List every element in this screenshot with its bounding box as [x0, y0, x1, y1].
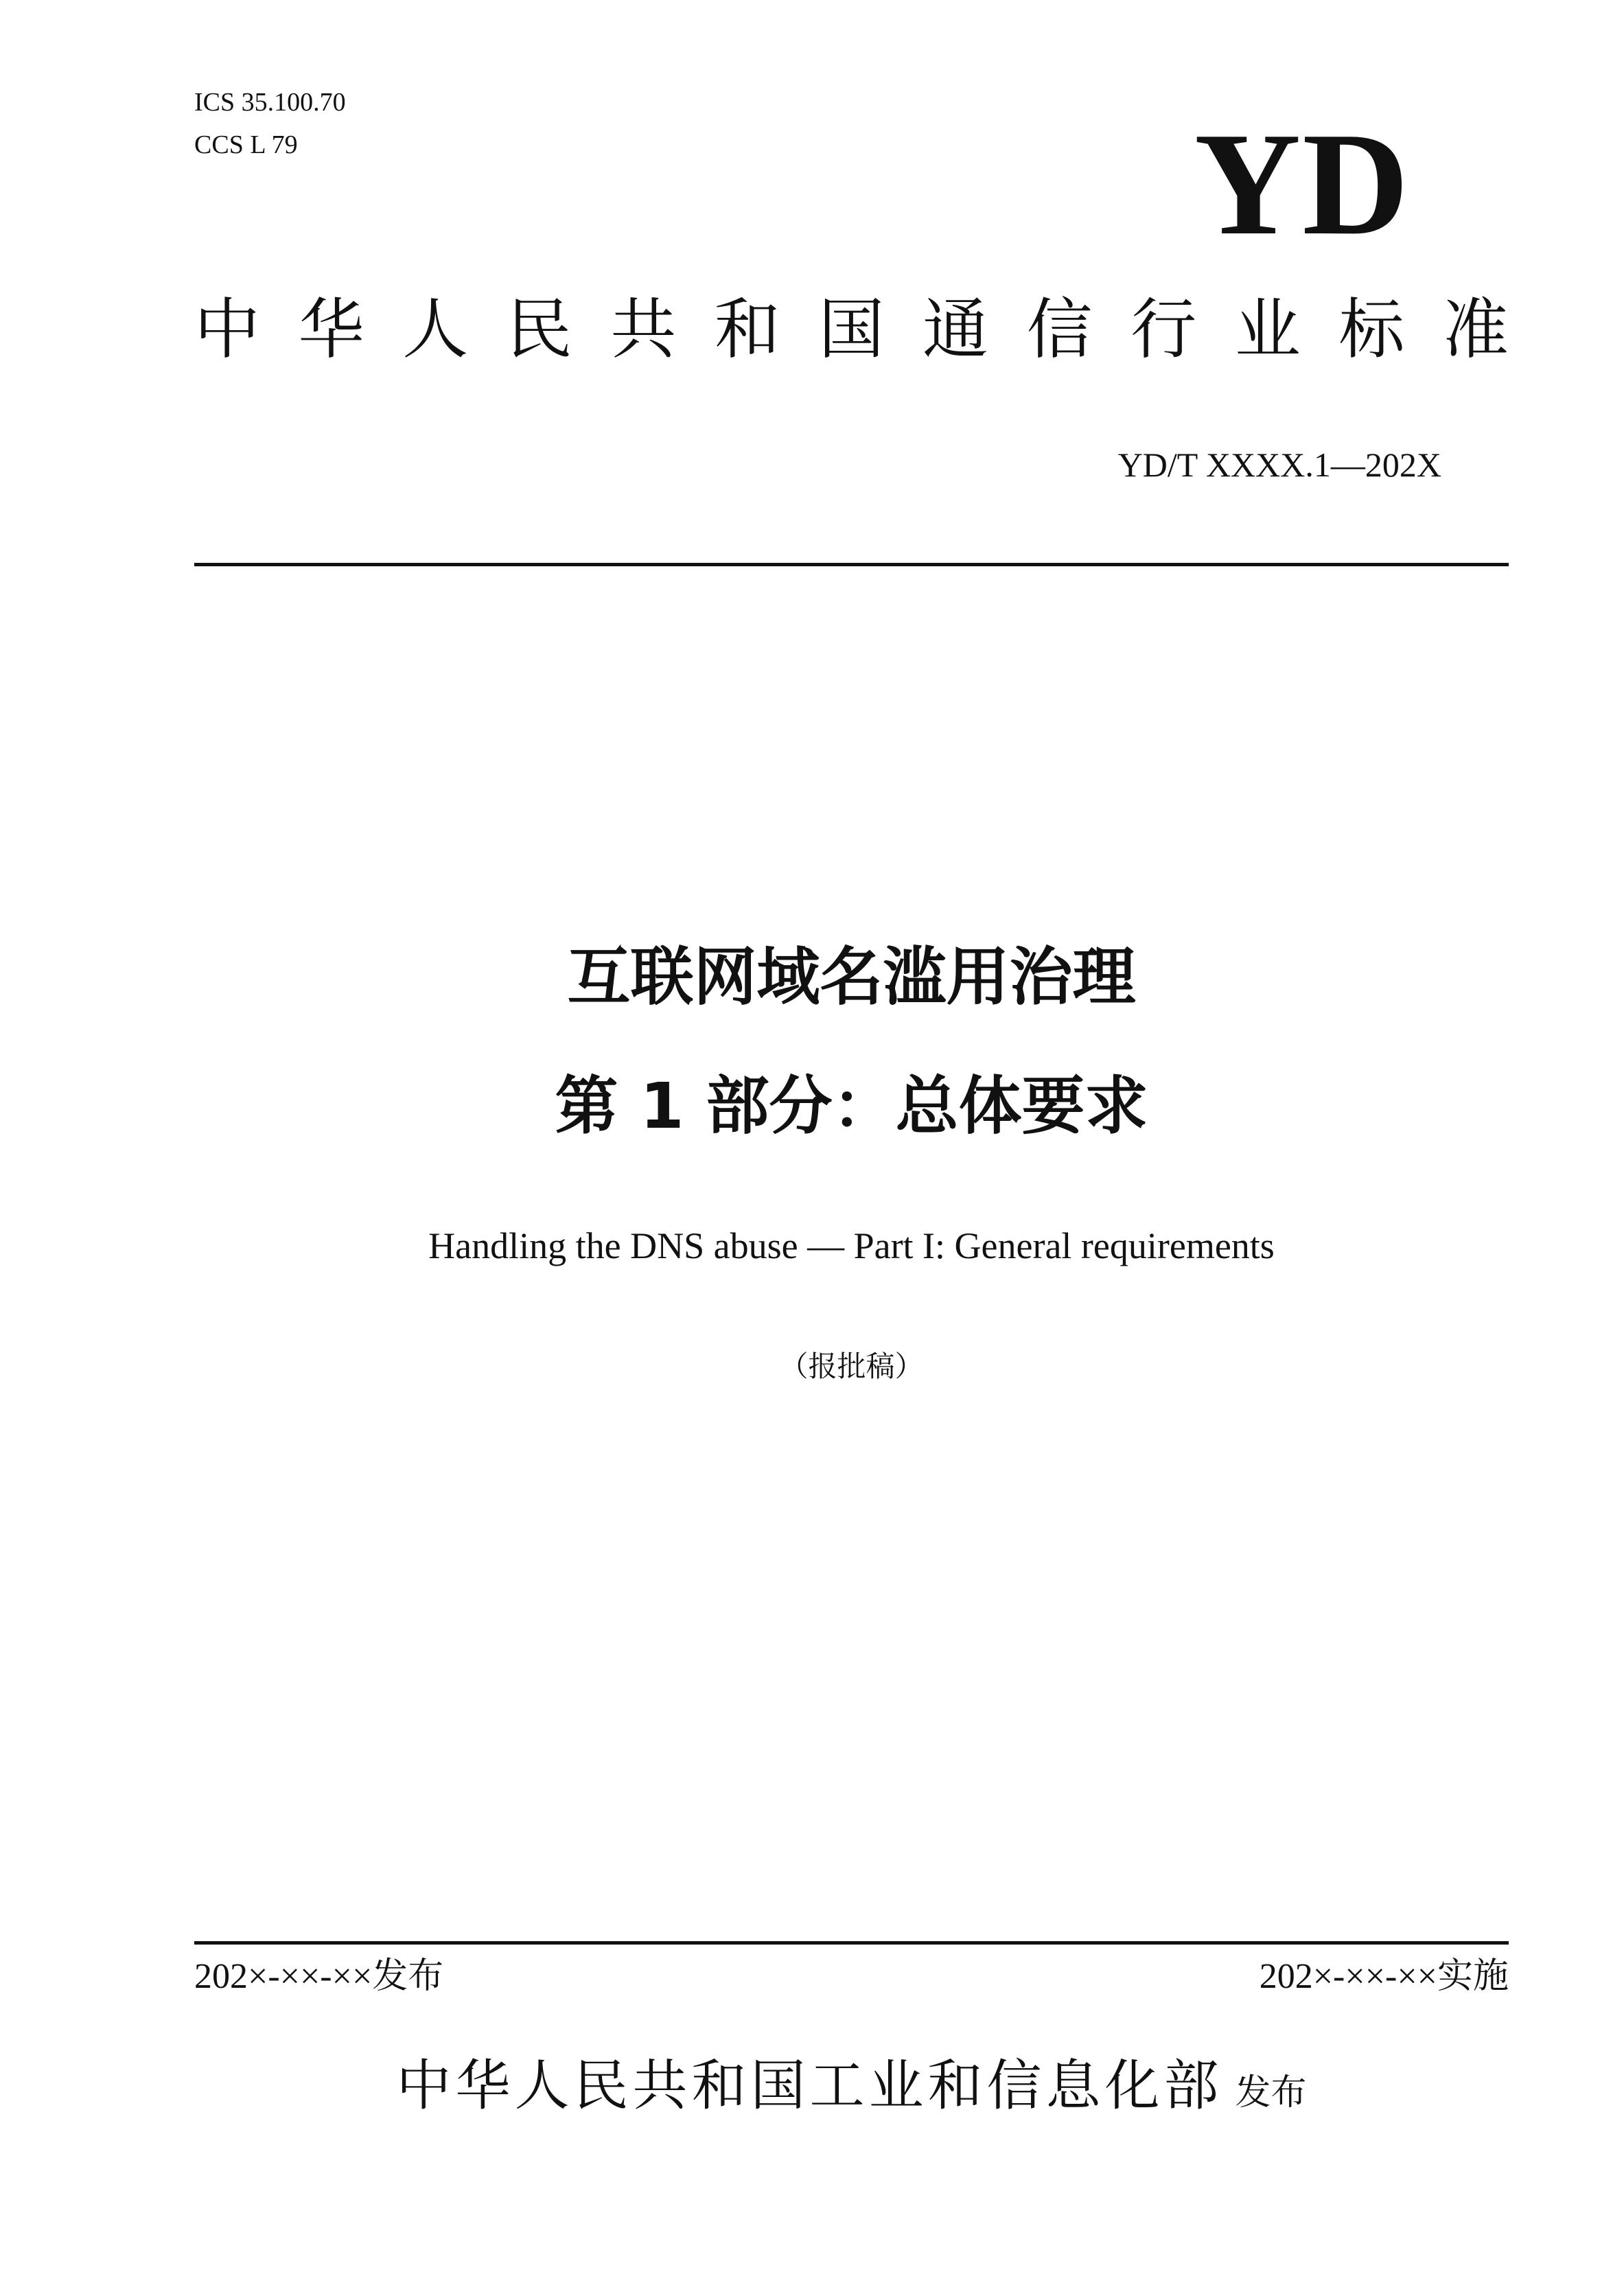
yd-logo: YD [1194, 102, 1411, 266]
publish-date: 202×-××-××发布 [194, 1957, 444, 1996]
industry-title-char: 人 [402, 291, 469, 368]
industry-title-char: 中 [194, 291, 260, 368]
ccs-code: CCS L 79 [194, 130, 298, 159]
footer-divider [194, 1941, 1509, 1945]
industry-title-char: 共 [610, 291, 677, 368]
industry-title-char: 行 [1130, 291, 1197, 368]
document-title-line1: 互联网域名滥用治理 [567, 940, 1136, 1014]
industry-title-char: 通 [923, 291, 989, 368]
issuer-suffix: 发布 [1235, 2072, 1307, 2113]
standard-number: YD/T XXXX.1—202X [1117, 445, 1441, 484]
industry-title-char: 业 [1234, 291, 1301, 368]
implement-date: 202×-××-××实施 [1259, 1957, 1509, 1996]
document-title-line2: 第 1 部分：总体要求 [555, 1069, 1148, 1143]
industry-title-char: 国 [818, 291, 885, 368]
header-divider [194, 563, 1509, 566]
draft-status-label: （报批稿） [779, 1349, 924, 1383]
document-title-english: Handling the DNS abuse — Part I: General requirements [428, 1225, 1275, 1266]
industry-title-char: 民 [506, 291, 572, 368]
issuer-line [194, 2041, 1509, 2120]
ics-code: ICS 35.100.70 [194, 88, 346, 117]
industry-title-char: 信 [1026, 291, 1093, 368]
issuer-name: 中华人民共和国工业和信息化部 [396, 2054, 1223, 2118]
industry-title-char: 准 [1442, 291, 1509, 368]
classification-codes [194, 81, 346, 166]
industry-title-char: 华 [298, 291, 364, 368]
industry-standard-title [194, 291, 1509, 368]
industry-title-char: 标 [1338, 291, 1405, 368]
industry-title-char: 和 [714, 291, 780, 368]
